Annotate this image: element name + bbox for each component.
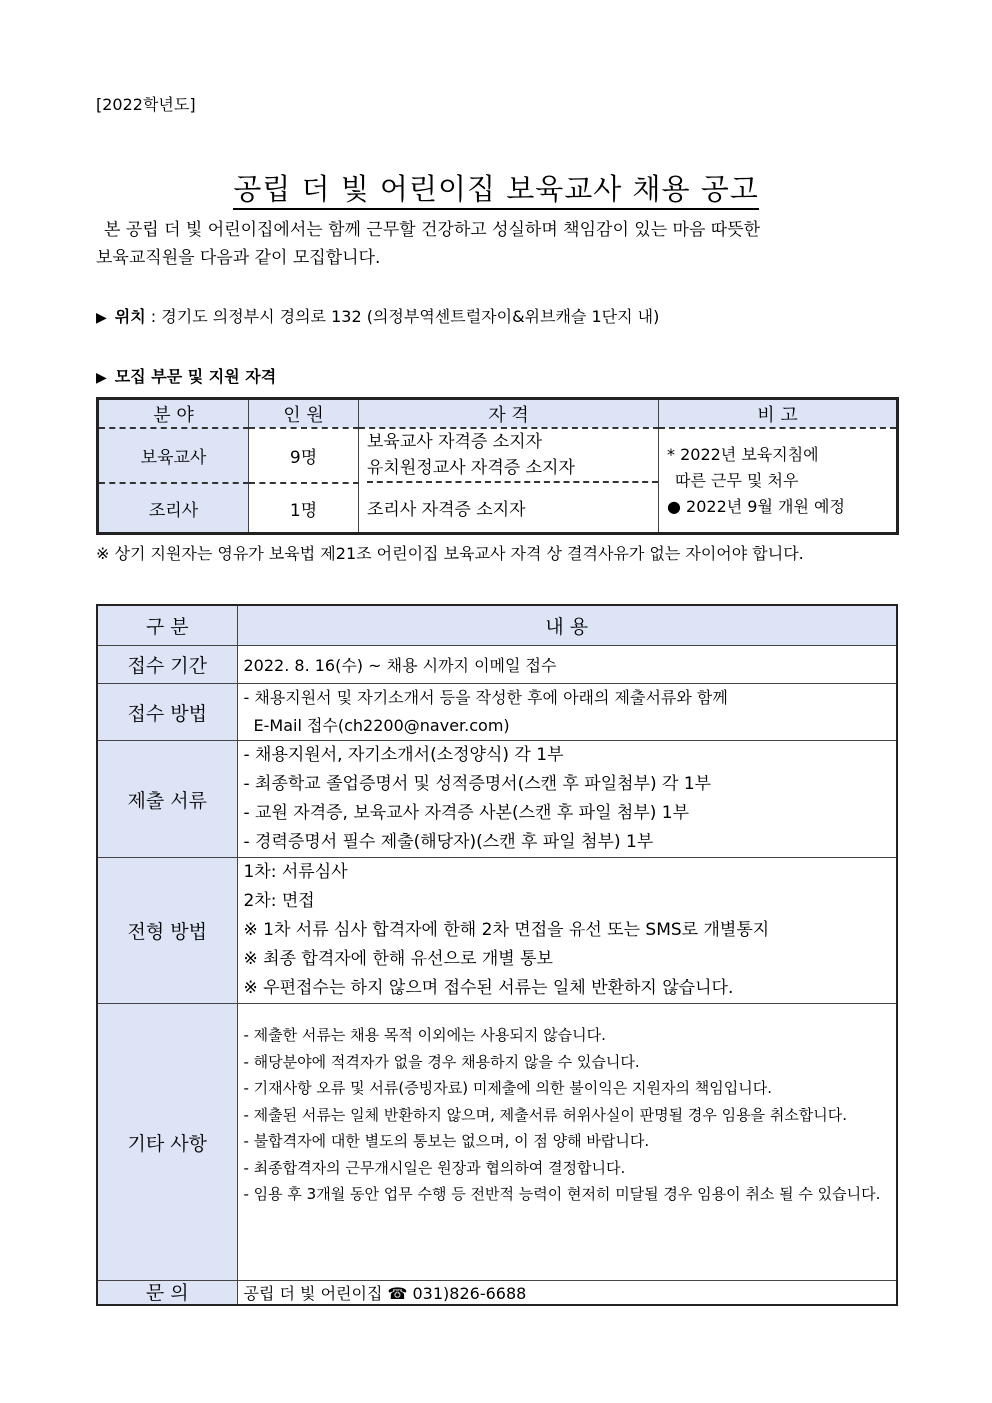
qual-teacher-2: 유치원정교사 자격증 소지자 (367, 455, 658, 483)
eligibility-notice: ※ 상기 지원자는 영유가 보육법 제21조 어린이집 보육교사 자격 상 결격사유가 없는 자이어야 합니다. (96, 544, 804, 563)
count-teacher: 9명 (249, 428, 359, 483)
etc-content (237, 1004, 897, 1281)
intro-paragraph (96, 216, 896, 272)
header-qualification: 자 격 (359, 399, 659, 429)
contact-value: 공립 더 빛 어린이집 ☎ 031)826-6688 (237, 1281, 897, 1306)
documents-line-4: - 경력증명서 필수 제출(해당자)(스캔 후 파일 첨부) 1부 (243, 832, 654, 852)
qual-teacher-1: 보육교사 자격증 소지자 (367, 432, 543, 452)
row-method (97, 684, 897, 741)
etc-line-2: - 해당분야에 적격자가 없을 경우 채용하지 않을 수 있습니다. (243, 1052, 640, 1071)
documents-line-1: - 채용지원서, 자기소개서(소정양식) 각 1부 (243, 745, 564, 765)
row-documents (97, 741, 897, 858)
field-teacher: 보육교사 (98, 428, 249, 483)
method-line-2: E-Mail 접수(ch2200@naver.com) (253, 716, 510, 735)
documents-label: 제출 서류 (97, 741, 237, 858)
page-title (0, 167, 992, 208)
row-period (97, 646, 897, 684)
page-title-text: 공립 더 빛 어린이집 보육교사 채용 공고 (233, 172, 759, 210)
triangle-bullet-icon: ▶ (96, 370, 107, 386)
etc-line-4: - 제출된 서류는 일체 반환하지 않으며, 제출서류 허위사실이 판명될 경우 임용을 취소합니다. (243, 1105, 848, 1124)
note-line-1: * 2022년 보육지침에 (667, 444, 819, 464)
etc-line-1: - 제출한 서류는 채용 목적 이외에는 사용되지 않습니다. (243, 1026, 606, 1044)
contact-label: 문 의 (97, 1281, 237, 1306)
selection-content (237, 858, 897, 1004)
period-value: 2022. 8. 16(수) ~ 채용 시까지 이메일 접수 (237, 646, 897, 684)
method-content (237, 684, 897, 741)
period-label: 접수 기간 (97, 646, 237, 684)
intro-line-1: 본 공립 더 빛 어린이집에서는 함께 근무할 건강하고 성실하며 책임감이 있는 마음 따뜻한 (104, 220, 761, 240)
note-line-3: ● 2022년 9월 개원 예정 (667, 496, 845, 516)
location-separator: : (150, 307, 157, 326)
method-label: 접수 방법 (97, 684, 237, 741)
location-line (96, 304, 659, 327)
field-cook: 조리사 (98, 483, 249, 534)
etc-line-7: - 임용 후 3개월 동안 업무 수행 등 전반적 능력이 현저히 미달될 경우 임용이 취소 될 수 있습니다. (243, 1185, 881, 1203)
header-note: 비 고 (659, 399, 898, 429)
selection-line-4: ※ 최종 합격자에 한해 유선으로 개별 통보 (243, 949, 553, 969)
selection-line-3: ※ 1차 서류 심사 합격자에 한해 2차 면접을 유선 또는 SMS로 개별통지 (243, 920, 770, 940)
selection-label: 전형 방법 (97, 858, 237, 1004)
documents-line-3: - 교원 자격증, 보육교사 자격증 사본(스캔 후 파일 첨부) 1부 (243, 803, 690, 823)
etc-line-6: - 최종합격자의 근무개시일은 원장과 협의하여 결정합니다. (243, 1158, 626, 1177)
location-value: 경기도 의정부시 경의로 132 (의정부역센트럴자이&위브캐슬 1단지 내) (161, 307, 660, 326)
documents-line-2: - 최종학교 졸업증명서 및 성적증명서(스캔 후 파일첨부) 각 1부 (243, 774, 712, 794)
triangle-bullet-icon: ▶ (96, 310, 107, 326)
row-contact (97, 1281, 897, 1306)
selection-line-5: ※ 우편접수는 하지 않으며 접수된 서류는 일체 반환하지 않습니다. (243, 978, 734, 998)
documents-content (237, 741, 897, 858)
etc-line-5: - 불합격자에 대한 별도의 통보는 없으며, 이 점 양해 바랍니다. (243, 1132, 650, 1150)
row-etc (97, 1004, 897, 1281)
header-count: 인 원 (249, 399, 359, 429)
recruit-table-header (98, 399, 898, 429)
recruit-section-heading (96, 364, 276, 387)
recruit-row-teacher (98, 428, 898, 483)
recruit-table (96, 397, 899, 535)
etc-label: 기타 사항 (97, 1004, 237, 1281)
header-content: 내 용 (237, 605, 897, 646)
qual-teacher (359, 428, 659, 483)
year-tag: [2022학년도] (96, 95, 196, 114)
selection-line-2: 2차: 면접 (243, 891, 315, 911)
method-line-1: - 채용지원서 및 자기소개서 등을 작성한 후에 아래의 제출서류와 함께 (243, 688, 728, 707)
row-selection (97, 858, 897, 1004)
header-field: 분 야 (98, 399, 249, 429)
count-cook: 1명 (249, 483, 359, 534)
note-line-2: 따른 근무 및 처우 (675, 470, 799, 490)
etc-line-3: - 기재사항 오류 및 서류(증빙자료) 미제출에 의한 불이익은 지원자의 책임입니다. (243, 1079, 772, 1097)
detail-table (96, 604, 898, 1306)
selection-line-1: 1차: 서류심사 (243, 862, 348, 882)
header-category: 구 분 (97, 605, 237, 646)
recruit-note (659, 428, 898, 534)
qual-cook: 조리사 자격증 소지자 (359, 483, 659, 534)
recruit-section-label: 모집 부문 및 지원 자격 (114, 367, 277, 386)
location-label: 위치 (114, 307, 146, 326)
intro-line-2: 보육교직원을 다음과 같이 모집합니다. (96, 248, 381, 268)
detail-table-header (97, 605, 897, 646)
